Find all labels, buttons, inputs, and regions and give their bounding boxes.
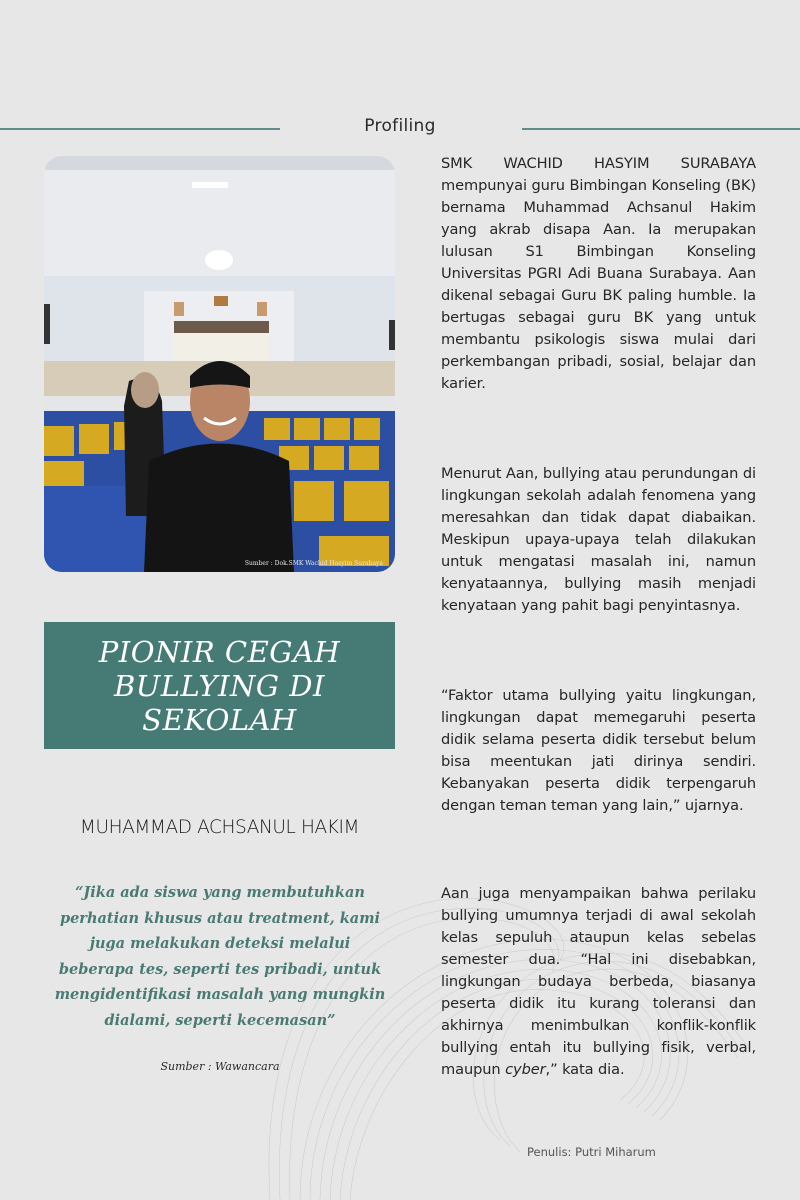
- headline-box: [44, 622, 395, 749]
- paragraph-text: Aan juga menyampaikan bahwa perilaku bullying umumnya terjadi di awal sekolah kelas sepuluh ataupun kelas sebelas semester dua. “Hal ini disebabkan, lingkungan budaya berbeda, biasanya peserta didik itu kurang toleransi dan akhirnya menimbulkan konflik-konflik bullying entah itu bullying fisik, verbal, maupun: [441, 885, 756, 1078]
- article-paragraph-1: SMK WACHID HASYIM SURABAYA mempunyai guru Bimbingan Konseling (BK) bernama Muhammad Achsanul Hakim yang akrab disapa Aan. Ia merupakan lulusan S1 Bimbingan Konseling Universitas PGRI Adi Buana Surabaya. Aan dikenal sebagai Guru BK paling humble. Ia bertugas sebagai guru BK yang untuk membantu psikologis siswa mulai dari perkembangan pribadi, sosial, belajar dan karier.: [441, 155, 756, 392]
- person-name: MUHAMMAD ACHSANUL HAKIM: [79, 817, 360, 838]
- header-rule-right: [522, 128, 800, 130]
- article-paragraph-4: [441, 883, 756, 1081]
- section-title: Profiling: [364, 116, 436, 136]
- profile-photo: [44, 156, 395, 572]
- pull-quote: “Jika ada siswa yang membutuhkan perhatian khusus atau treatment, kami juga melakukan deteksi melalui beberapa tes, seperti tes pribadi, untuk mengidentifikasi masalah yang mungkin dialami, seperti kecemasan”: [54, 884, 386, 1029]
- paragraph-text-end: ,” kata dia.: [545, 1061, 625, 1078]
- photo-illustration: [44, 156, 395, 572]
- quote-source: Sumber : Wawancara: [160, 1060, 280, 1073]
- article-paragraph-2: Menurut Aan, bullying atau perundungan di lingkungan sekolah adalah fenomena yang meresahkan dan tidak dapat diabaikan. Meskipun upaya-upaya telah dilakukan untuk mengatasi masalah ini, namun kenyataannya, bullying masih menjadi kenyataan yang pahit bagi penyintasnya.: [441, 465, 756, 614]
- headline: PIONIR CEGAH BULLYING DI SEKOLAH: [98, 634, 341, 737]
- italic-term: cyber: [505, 1061, 546, 1078]
- author-credit: Penulis: Putri Miharum: [527, 1145, 656, 1159]
- photo-credit: Sumber : Dok.SMK Wachid Hasyim Surabaya: [244, 560, 383, 567]
- article-paragraph-3: “Faktor utama bullying yaitu lingkungan, lingkungan dapat memegaruhi peserta didik selama peserta didik tersebut belum bisa meentukan jati dirinya sendiri. Kebanyakan peserta didik terpengaruh dengan teman teman yang lain,” ujarnya.: [441, 687, 756, 814]
